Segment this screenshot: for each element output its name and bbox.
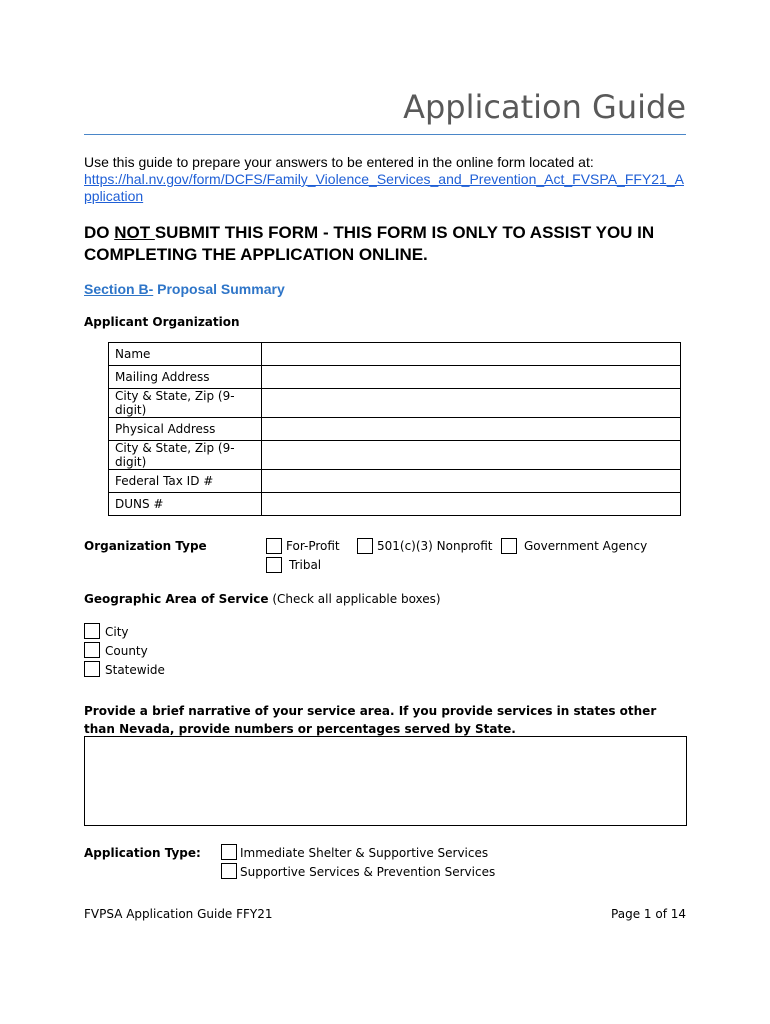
table-row [109,366,681,389]
county-checkbox[interactable] [84,642,100,658]
warning-emphasis: NOT [114,223,155,242]
physical-city-state-zip-field[interactable] [262,441,681,470]
field-label: DUNS # [109,493,262,516]
nonprofit-checkbox[interactable] [357,538,373,554]
federal-tax-id-field[interactable] [262,470,681,493]
table-row [109,470,681,493]
name-field[interactable] [262,343,681,366]
immediate-shelter-label: Immediate Shelter & Supportive Services [240,846,489,860]
narrative-textarea[interactable] [84,736,687,826]
geo-area-note: (Check all applicable boxes) [268,592,441,606]
county-label: County [105,644,148,658]
intro-paragraph [84,154,689,205]
warning-part1: DO [84,223,115,242]
supportive-prevention-label: Supportive Services & Prevention Services [240,865,496,879]
section-link[interactable]: Section B- [84,281,154,297]
intro-text: Use this guide to prepare your answers to be entered in the online form located at: [84,154,594,170]
table-row [109,418,681,441]
org-type-label: Organization Type [84,539,207,553]
mailing-address-field[interactable] [262,366,681,389]
tribal-checkbox[interactable] [266,557,282,573]
footer-page-number: Page 1 of 14 [611,907,686,921]
statewide-label: Statewide [105,663,165,677]
page-title: Application Guide [403,88,686,126]
field-label: Federal Tax ID # [109,470,262,493]
for-profit-checkbox[interactable] [266,538,282,554]
submission-warning [84,222,694,266]
online-form-link[interactable]: https://hal.nv.gov/form/DCFS/Family_Violence_Services_and_Prevention_Act_FVSPA_FFY21_Application [84,171,684,204]
city-label: City [105,625,129,639]
table-row [109,343,681,366]
mailing-city-state-zip-field[interactable] [262,389,681,418]
supportive-prevention-checkbox[interactable] [221,863,237,879]
tribal-label: Tribal [289,558,322,572]
warning-part2: SUBMIT THIS FORM - THIS FORM IS ONLY TO ASSIST YOU IN COMPLETING THE APPLICATION ONLINE. [84,223,655,264]
geo-area-label [84,592,441,606]
section-heading [84,281,285,297]
duns-field[interactable] [262,493,681,516]
table-row [109,389,681,418]
geo-area-label-bold: Geographic Area of Service [84,592,269,606]
city-checkbox[interactable] [84,623,100,639]
government-agency-checkbox[interactable] [501,538,517,554]
nonprofit-label: 501(c)(3) Nonprofit [377,539,493,553]
field-label: Physical Address [109,418,262,441]
government-agency-label: Government Agency [524,539,648,553]
narrative-prompt: Provide a brief narrative of your service area. If you provide services in states other than Nevada, provide numbers or percentages served by State. [84,704,657,736]
field-label: Name [109,343,262,366]
statewide-checkbox[interactable] [84,661,100,677]
applicant-org-table [108,342,681,516]
title-divider [84,134,686,135]
for-profit-label: For-Profit [286,539,340,553]
app-type-label: Application Type: [84,846,201,860]
field-label: City & State, Zip (9-digit) [109,441,262,470]
applicant-org-heading: Applicant Organization [84,315,240,329]
physical-address-field[interactable] [262,418,681,441]
table-row [109,493,681,516]
field-label: Mailing Address [109,366,262,389]
immediate-shelter-checkbox[interactable] [221,844,237,860]
footer-doc-name: FVPSA Application Guide FFY21 [84,907,273,921]
table-row [109,441,681,470]
section-title: Proposal Summary [153,281,285,297]
field-label: City & State, Zip (9-digit) [109,389,262,418]
